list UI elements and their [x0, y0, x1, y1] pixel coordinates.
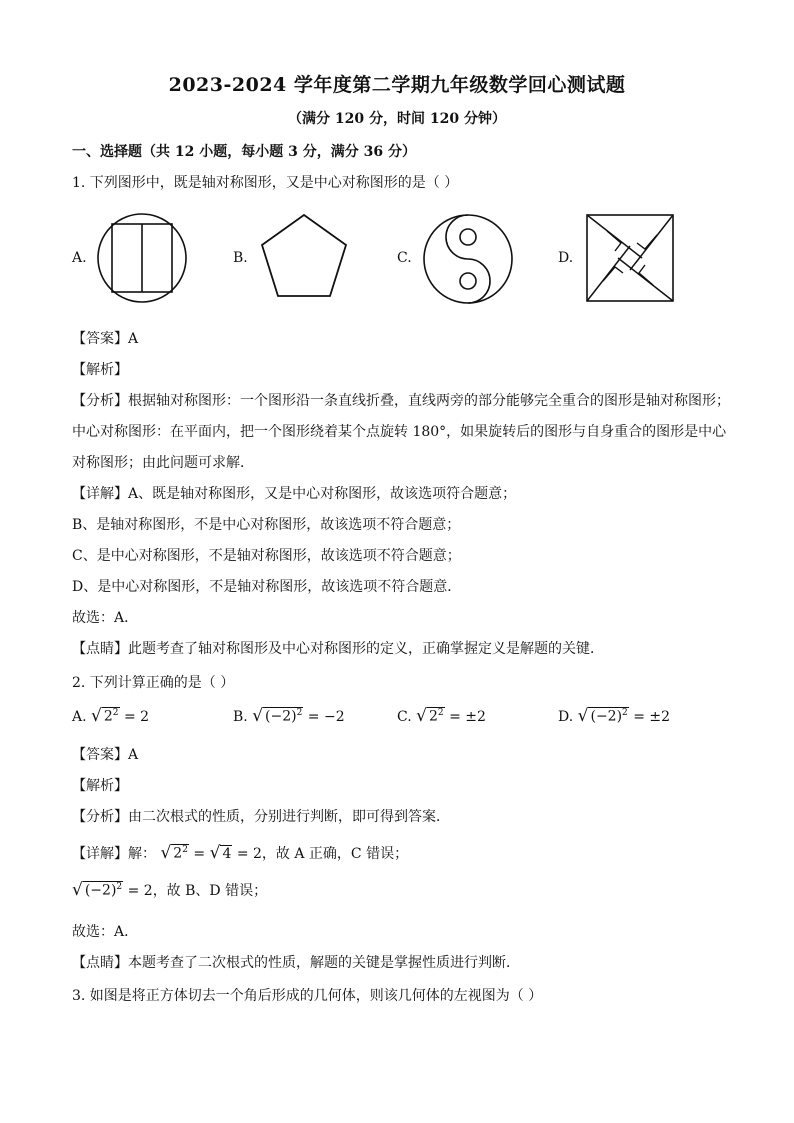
q2-option-c: C. √ $2^2 = \pm 2$: [397, 706, 486, 726]
q2-dianjing: [72, 952, 520, 972]
q2-fenxi: [72, 806, 450, 826]
fenxi-tag: 【分析】: [72, 393, 128, 409]
q2-option-a: A. √ $2^2 = 2$: [72, 706, 150, 726]
q1-option-c-label: C.: [397, 250, 412, 266]
yin-yang-icon: [421, 212, 515, 306]
result: = 2: [127, 883, 153, 899]
page-subtitle: （满分 120 分，时间 120 分钟）: [288, 111, 506, 127]
radicand: (−2): [265, 709, 297, 725]
radicand: 2: [428, 709, 438, 725]
dianjing-text: 本题考查了二次根式的性质，解题的关键是掌握性质进行判断．: [128, 955, 520, 971]
q2-analysis-title: 【解析】: [72, 778, 128, 794]
fenxi-text: 由二次根式的性质，分别进行判断，即可得到答案．: [128, 809, 450, 825]
radicand: (−2): [84, 883, 117, 899]
section-heading: 一、选择题（共 12 小题，每小题 3 分，满分 36 分）: [72, 144, 416, 160]
result: = ±2: [449, 709, 486, 725]
option-label: A.: [72, 709, 87, 725]
dianjing-text: 此题考查了轴对称图形及中心对称图形的定义，正确掌握定义是解题的关键．: [128, 641, 604, 657]
fenxi-tag: 【分析】: [72, 809, 128, 825]
q1-fenxi-line-3: 对称图形；由此问题可求解．: [72, 455, 254, 471]
dianjing-tag: 【点睛】: [72, 641, 128, 657]
q1-analysis-title: 【解析】: [72, 362, 128, 378]
fenxi-text: 根据轴对称图形：一个图形沿一条直线折叠，直线两旁的部分能够完全重合的图形是轴对称图形；: [128, 393, 730, 409]
q1-choose: 故选：A．: [72, 610, 139, 626]
result: = ±2: [633, 709, 671, 725]
q2-xiangjie-line-1: 【详解】解： √ $2^2$ = √ 4 = 2，故 A 正确，C 错误；: [72, 843, 409, 863]
xiangjie-tag: 【详解】: [72, 846, 128, 862]
equals: =: [193, 846, 206, 862]
exponent: 2: [116, 882, 123, 893]
conclusion: ，故 A 正确，C 错误；: [261, 846, 409, 862]
q1-answer: [72, 328, 138, 348]
q1-xiangjie-line-4: D、是中心对称图形，不是轴对称图形，故该选项不符合题意．: [72, 579, 462, 595]
dianjing-tag: 【点睛】: [72, 955, 128, 971]
result: = −2: [307, 709, 345, 725]
exponent: 2: [112, 708, 119, 719]
q1-option-b-label: B.: [233, 250, 248, 266]
radicand: (−2): [590, 709, 623, 725]
q1-xiangjie-line-2: B、是轴对称图形，不是中心对称图形，故该选项不符合题意；: [72, 517, 461, 533]
option-label: B.: [233, 709, 248, 725]
q2-xiangjie-line-2: √ $(-2)^2 = 2$，故 B、D 错误；: [72, 880, 268, 900]
q1-stem: 1. 下列图形中，既是轴对称图形，又是中心对称图形的是（ ）: [72, 175, 459, 191]
pinwheel-square-icon: [585, 213, 675, 303]
answer-value: A: [128, 331, 139, 347]
q2-answer: [72, 744, 138, 764]
result: = 2: [123, 709, 150, 725]
q2-option-d: D. √ $(-2)^2 = \pm 2$: [558, 706, 671, 726]
xiangjie-prefix: 解：: [128, 846, 156, 862]
q1-option-d-label: D.: [558, 250, 574, 266]
q3-stem: 3. 如图是将正方体切去一个角后形成的几何体，则该几何体的左视图为（ ）: [72, 988, 543, 1004]
option-label: D.: [558, 709, 574, 725]
radicand: 2: [103, 709, 113, 725]
q1-dianjing: [72, 638, 604, 658]
answer-tag: 【答案】: [72, 331, 128, 347]
q2-choose: 故选：A．: [72, 924, 139, 940]
q1-option-a-label: A.: [72, 250, 87, 266]
option-label: C.: [397, 709, 412, 725]
radicand: 4: [222, 846, 232, 862]
q1-fenxi-line-2: 中心对称图形：在平面内，把一个图形绕着某个点旋转 180°，如果旋转后的图形与自身重合的图形是中心: [72, 424, 727, 440]
circle-with-rectangle-icon: [96, 212, 188, 304]
q1-xiangjie-line-1: [72, 483, 516, 503]
answer-value: A: [128, 747, 139, 763]
conclusion: ，故 B、D 错误；: [152, 883, 268, 899]
xiangjie-text: A、既是轴对称图形，又是中心对称图形，故该选项符合题意；: [128, 486, 517, 502]
exponent: 2: [437, 708, 444, 719]
radicand: 2: [173, 846, 183, 862]
q2-stem: 2. 下列计算正确的是（ ）: [72, 675, 235, 691]
xiangjie-tag: 【详解】: [72, 486, 128, 502]
exponent: 2: [622, 708, 628, 719]
exponent: 2: [182, 845, 188, 856]
result: = 2: [236, 846, 262, 862]
pentagon-icon: [258, 212, 350, 302]
answer-tag: 【答案】: [72, 747, 128, 763]
q1-xiangjie-line-3: C、是中心对称图形，不是轴对称图形，故该选项不符合题意；: [72, 548, 461, 564]
q2-option-b: B. √ $(-2)^2 = -2$: [233, 706, 345, 726]
q1-fenxi-line-1: [72, 390, 730, 410]
exponent: 2: [296, 708, 303, 719]
page-title: 2023-2024 学年度第二学期九年级数学回心测试题: [168, 74, 626, 96]
